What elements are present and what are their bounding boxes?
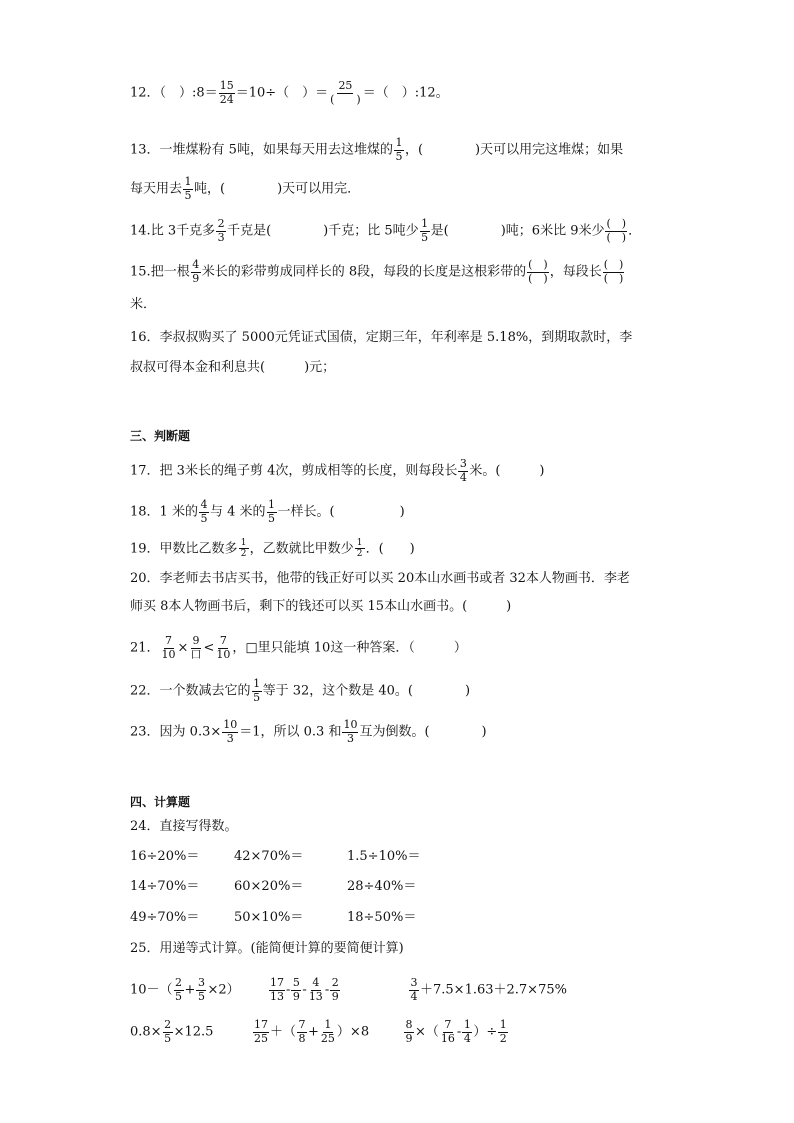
calc-row xyxy=(130,911,416,924)
question-number: 17． xyxy=(130,463,160,479)
calc-item: 49÷70%＝ xyxy=(130,910,200,925)
question-number: 15. xyxy=(130,264,151,280)
fraction: $\frac{2}{5}$ xyxy=(175,976,183,1003)
fraction: 9 口 xyxy=(190,634,202,661)
fraction: $\frac{1}{25}$ xyxy=(320,1018,335,1045)
fraction: $\frac{1}{5}$ xyxy=(184,175,192,202)
question-16-line-1: 16．李叔叔购买了 5000元凭证式国债，定期三年，年利率是 5.18%，到期取款时，李 xyxy=(130,330,633,345)
question-24-title: 24．直接写得数。 xyxy=(130,819,238,834)
fraction: ( ) ( ) xyxy=(528,258,548,285)
calc-item: 42×70%＝ xyxy=(234,849,304,864)
question-14: 14.比 3千克多 $\frac{2}{3}$ 千克是( )千克；比 5吨少 $\frac{1}{5}$ 是( )吨；6米比 9米少 ( ) ( ) ． xyxy=(130,217,642,244)
question-17: 17．把 3米长的绳子剪 4次，剪成相等的长度，则每段长 $\frac{3}{4}$ 米。( ) xyxy=(130,457,545,484)
calc-item: 60×20%＝ xyxy=(234,879,304,894)
calc-item: 14÷70%＝ xyxy=(130,879,200,894)
section-title-calculation: 四、计算题 xyxy=(130,795,191,809)
fraction: $\frac{1}{5}$ xyxy=(253,677,261,704)
question-number: 23． xyxy=(130,724,160,740)
question-25-title: 25．用递等式计算。(能简便计算的要简便计算) xyxy=(130,941,404,956)
question-19: 19．甲数比乙数多 $\frac{1}{2}$ ，乙数就比甲数少 $\frac{1}{2}$ ．( ) xyxy=(130,538,415,560)
fraction: $\frac{3}{4}$ xyxy=(459,457,467,484)
question-number: 25． xyxy=(130,941,160,956)
fraction: $\frac{1}{5}$ xyxy=(421,217,429,244)
question-number: 16． xyxy=(130,330,160,345)
fraction: $\frac{4}{5}$ xyxy=(200,498,208,525)
fraction: $\frac{17}{25}$ xyxy=(254,1018,268,1045)
expression-5: $\frac{17}{25}$ ＋（ $\frac{7}{8}$ + $\frac{1}{25}$ ）×8 xyxy=(254,1018,370,1045)
question-number: 21． xyxy=(130,640,160,656)
question-13-line-1: 13．一堆煤粉有 5吨，如果每天用去这堆煤的 $\frac{1}{5}$ ，( )天可以用完这堆煤；如果 xyxy=(130,136,624,163)
calc-row xyxy=(130,850,420,863)
question-12: 12．（ ）:8＝ $\frac{15}{24}$ ＝10÷（ ）＝ 25 ( ) ＝（ ）:12。 xyxy=(130,79,449,106)
question-21: 21． $\frac{7}{10}$ × 9 口 < $\frac{7}{10}$ ，□里只能填 10这一种答案．（ ） xyxy=(130,634,467,661)
expression-3: $\frac{3}{4}$ ＋7.5×1.63＋2.7×75% xyxy=(410,976,567,1003)
question-number: 20． xyxy=(130,571,160,586)
fraction: $\frac{5}{9}$ xyxy=(292,976,300,1003)
fraction: $\frac{3}{5}$ xyxy=(197,976,205,1003)
fraction: $\frac{1}{5}$ xyxy=(268,498,275,525)
question-number: 13． xyxy=(130,142,160,158)
fraction: $\frac{7}{10}$ xyxy=(216,634,231,661)
fraction: ( ) ( ) xyxy=(606,217,627,244)
question-number: 19． xyxy=(130,541,160,557)
fraction: $\frac{17}{13}$ xyxy=(270,976,284,1003)
fraction: $\frac{7}{10}$ xyxy=(161,634,176,661)
fraction: 25 ( ) xyxy=(330,79,361,106)
fraction: $\frac{1}{2}$ xyxy=(355,538,365,560)
question-23: 23．因为 0.3× $\frac{10}{3}$ ＝1，所以 0.3 和 $\frac{10}{3}$ 互为倒数。( ) xyxy=(130,718,487,745)
fraction: $\frac{8}{9}$ xyxy=(405,1018,413,1045)
fraction: $\frac{1}{5}$ xyxy=(395,136,403,163)
calc-row xyxy=(130,880,416,893)
calc-item: 28÷40%＝ xyxy=(347,879,417,894)
question-18: 18．1 米的 $\frac{4}{5}$ 与 4 米的 $\frac{1}{5}$ 一样长。( ) xyxy=(130,498,405,525)
question-13-line-2: 每天用去 $\frac{1}{5}$ 吨，( )天可以用完． xyxy=(130,175,361,202)
fraction: $\frac{2}{9}$ xyxy=(331,976,339,1003)
fraction: $\frac{2}{5}$ xyxy=(164,1018,172,1045)
expression-2: $\frac{17}{13}$ - $\frac{5}{9}$ - $\frac{4}{13}$ - $\frac{2}{9}$ xyxy=(270,976,339,1003)
fraction: $\frac{2}{3}$ xyxy=(217,217,225,244)
fraction: $\frac{10}{3}$ xyxy=(343,718,358,745)
expression-4: 0.8× $\frac{2}{5}$ ×12.5 xyxy=(130,1018,214,1045)
fraction: $\frac{1}{4}$ xyxy=(463,1018,471,1045)
fraction: $\frac{3}{4}$ xyxy=(410,976,418,1003)
calc-item: 16÷20%＝ xyxy=(130,849,200,864)
fraction: ( ) ( ) xyxy=(603,258,624,285)
question-22: 22．一个数减去它的 $\frac{1}{5}$ 等于 32，这个数是 40。( ) xyxy=(130,677,471,704)
question-number: 22． xyxy=(130,683,160,699)
question-15-line-1: 15.把一根 $\frac{4}{9}$ 米长的彩带剪成同样长的 8段，每段的长度是这根彩带的 ( ) ( ) ，每段长 ( ) ( ) xyxy=(130,258,624,285)
question-20-line-1: 20．李老师去书店买书，他带的钱正好可以买 20本山水画书或者 32本人物画书．李老 xyxy=(130,571,630,586)
question-20-line-2: 师买 8本人物画书后，剩下的钱还可以买 15本山水画书。( ) xyxy=(130,599,512,614)
fraction: $\frac{4}{9}$ xyxy=(192,258,200,285)
expression-1: 10－（ $\frac{2}{5}$ + $\frac{3}{5}$ ×2） xyxy=(130,976,240,1003)
fraction: $\frac{1}{2}$ xyxy=(499,1018,507,1045)
fraction: $\frac{1}{2}$ xyxy=(239,538,249,560)
question-number: 18． xyxy=(130,504,160,520)
fraction: $\frac{7}{8}$ xyxy=(298,1018,306,1045)
calc-item: 18÷50%＝ xyxy=(347,910,417,925)
fraction: $\frac{15}{24}$ xyxy=(219,79,234,106)
expression-6: $\frac{8}{9}$ ×（ $\frac{7}{16}$ - $\frac{1}{4}$ ）÷ $\frac{1}{2}$ xyxy=(405,1018,507,1045)
question-number: 24． xyxy=(130,819,160,834)
question-number: 12． xyxy=(130,85,160,101)
calc-item: 50×10%＝ xyxy=(234,910,304,925)
question-16-line-2: 叔叔可得本金和利息共( )元； xyxy=(130,360,336,375)
calc-item: 1.5÷10%＝ xyxy=(347,849,421,864)
question-15-line-2: 米． xyxy=(130,297,157,312)
section-title-judgement: 三、判断题 xyxy=(130,429,191,443)
fraction: $\frac{4}{13}$ xyxy=(308,976,323,1003)
fraction: $\frac{7}{16}$ xyxy=(440,1018,455,1045)
fraction: $\frac{10}{3}$ xyxy=(223,718,238,745)
question-number: 14. xyxy=(130,223,151,239)
